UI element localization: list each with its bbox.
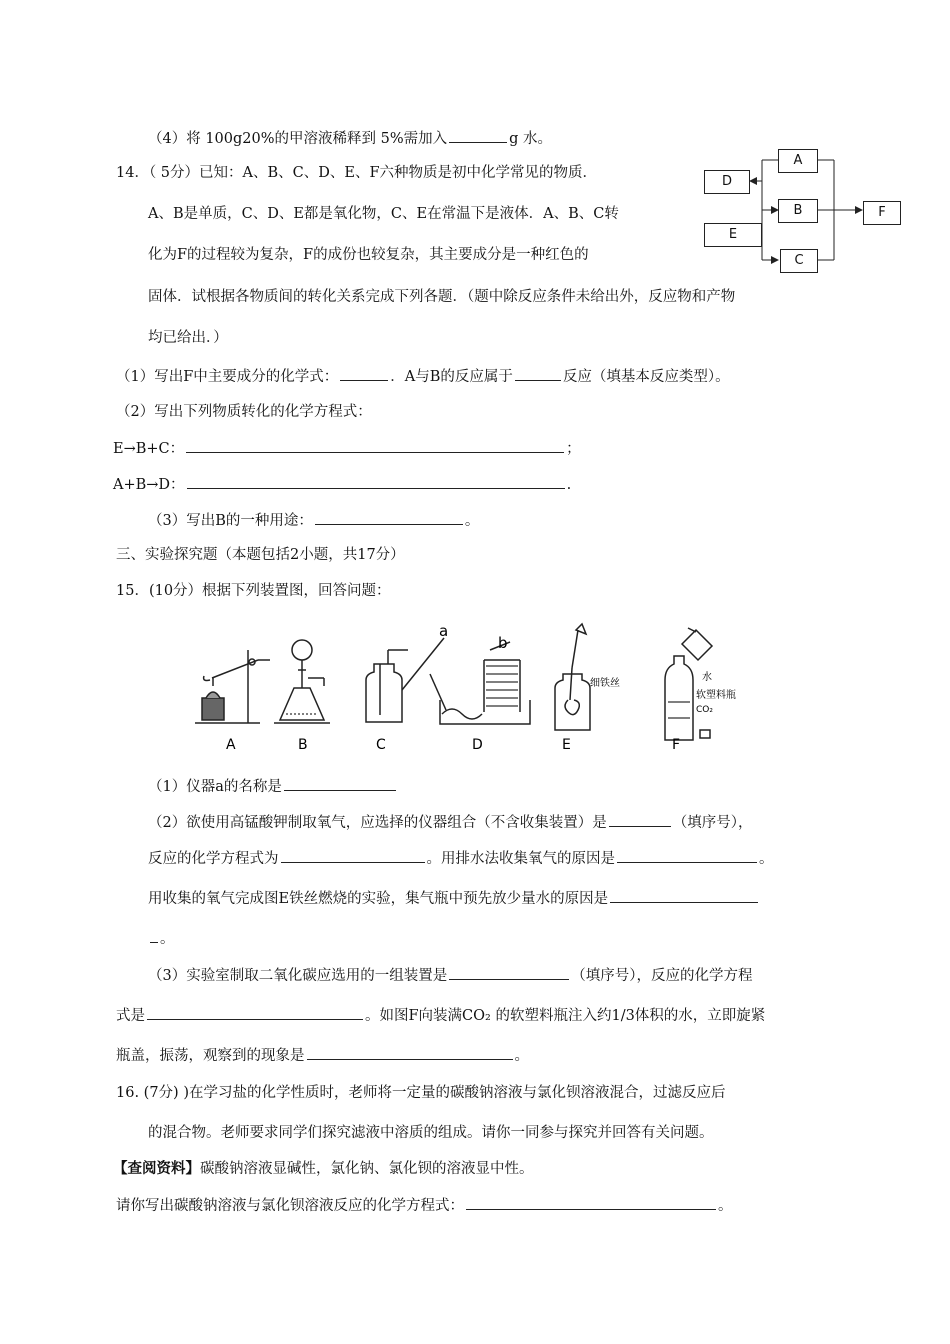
answer-blank[interactable] [315, 510, 463, 525]
q14-sub1 [116, 366, 730, 387]
q15-title: 15．(10分）根据下列装置图，回答问题： [116, 583, 391, 599]
q15-s2b [148, 848, 774, 869]
answer-blank[interactable] [340, 366, 388, 381]
label-b: B [298, 737, 308, 753]
q15-s2c [148, 888, 760, 909]
label-f: F [672, 737, 681, 753]
q16-line-4-end: 。 [718, 1198, 733, 1214]
q15-s3b-a: 式是 [116, 1008, 145, 1024]
bottle-note: 软塑料瓶 [696, 690, 736, 701]
apparatus-e [555, 624, 590, 730]
label-d: D [472, 737, 483, 753]
answer-blank[interactable] [186, 438, 564, 453]
q14-eq1-label: E→B+C： [113, 441, 185, 457]
answer-blank[interactable] [449, 965, 569, 980]
q16-line-4 [116, 1195, 733, 1216]
answer-blank[interactable] [610, 888, 758, 903]
answer-blank[interactable] [449, 128, 507, 143]
q15-s3b [116, 1005, 765, 1026]
water-note: 水 [702, 672, 712, 683]
iron-wire-note: 细铁丝 [590, 678, 620, 689]
callout-a: a [439, 622, 449, 640]
answer-blank[interactable] [187, 474, 565, 489]
q15-s2b-a: 反应的化学方程式为 [148, 851, 279, 867]
q14-sub2: （2）写出下列物质转化的化学方程式： [116, 404, 372, 420]
q15-s1-text: （1）仪器a的名称是 [148, 779, 282, 795]
co2-note: CO₂ [696, 705, 713, 715]
apparatus-b [274, 640, 330, 723]
q15-s3c-a: 瓶盖，振荡，观察到的现象是 [116, 1048, 305, 1064]
node-a: A [778, 149, 818, 173]
q15-s2d [148, 928, 175, 949]
section-heading: 三、实验探究题（本题包括2小题，共17分） [116, 547, 405, 563]
answer-blank[interactable] [281, 848, 425, 863]
q15-s2a [148, 812, 752, 833]
answer-blank[interactable] [466, 1195, 716, 1210]
answer-blank[interactable] [284, 776, 396, 791]
q14-eq1 [113, 438, 581, 459]
q15-s2d-end: 。 [160, 931, 175, 947]
q15-s3a [148, 965, 752, 986]
answer-blank[interactable] [147, 1005, 363, 1020]
q13-4-suffix: g 水。 [509, 131, 553, 147]
q14-sub1-a: （1）写出F中主要成分的化学式： [116, 369, 339, 385]
answer-blank[interactable] [307, 1045, 513, 1060]
q14-sub3 [148, 510, 479, 531]
q15-s3c [116, 1045, 529, 1066]
q15-s3a-a: （3）实验室制取二氧化碳应选用的一组装置是 [148, 968, 448, 984]
q15-s2a-b: （填序号）， [672, 815, 753, 831]
answer-blank[interactable] [617, 848, 757, 863]
apparatus-d [430, 642, 530, 724]
q14-eq2 [113, 474, 571, 495]
answer-blank[interactable] [609, 812, 671, 827]
node-b: B [778, 199, 818, 223]
label-c: C [376, 737, 386, 753]
q16-line-4-text: 请你写出碳酸钠溶液与氯化钡溶液反应的化学方程式： [116, 1198, 464, 1214]
q15-s2c-text: 用收集的氧气完成图E铁丝燃烧的实验，集气瓶中预先放少量水的原因是 [148, 891, 609, 907]
q15-s3a-b: （填序号），反应的化学方程 [571, 968, 753, 984]
apparatus-f [665, 628, 712, 740]
answer-blank[interactable] [150, 928, 158, 943]
label-a: A [226, 737, 236, 753]
q14-sub1-b: ．A与B的反应属于 [390, 369, 513, 385]
q13-part4 [148, 128, 552, 149]
node-f: F [863, 201, 901, 225]
q15-s2b-b: 。用排水法收集氧气的原因是 [426, 851, 615, 867]
q14-eq2-end: . [566, 477, 572, 493]
q15-s2a-a: （2）欲使用高锰酸钾制取氧气，应选择的仪器组合（不含收集装置）是 [148, 815, 607, 831]
q16-line-2: 的混合物。老师要求同学们探究滤液中溶质的组成。请你一同参与探究并回答有关问题。 [148, 1125, 714, 1141]
q16-line-3 [113, 1159, 534, 1179]
node-c: C [780, 249, 818, 273]
answer-blank[interactable] [515, 366, 561, 381]
q14-eq2-label: A+B→D： [113, 477, 185, 493]
q14-line-2: A、B是单质，C、D、E都是氧化物，C、E在常温下是液体．A、B、C转 [148, 206, 619, 222]
q14-line-1: 14．（ 5分）已知：A、B、C、D、E、F六种物质是初中化学常见的物质． [116, 165, 598, 181]
q15-s3b-b: 。如图F向装满CO₂ 的软塑料瓶注入约1/3体积的水，立即旋紧 [365, 1008, 766, 1024]
callout-b: b [498, 634, 508, 652]
apparatus-drawing [190, 620, 736, 755]
relation-diagram [700, 148, 905, 278]
q14-eq1-end: ； [566, 441, 581, 457]
q15-s2b-c: 。 [759, 851, 774, 867]
reference-heading: 【查阅资料】 [113, 1160, 200, 1177]
q14-line-5: 均已给出．） [148, 330, 228, 346]
label-e: E [562, 737, 571, 753]
node-e: E [704, 223, 762, 247]
q14-sub3-b: 。 [464, 513, 480, 529]
q14-sub3-a: （3）写出B的一种用途： [148, 513, 313, 529]
q14-line-3: 化为F的过程较为复杂，F的成份也较复杂，其主要成分是一种红色的 [148, 247, 589, 263]
node-d: D [704, 170, 750, 194]
q16-line-1: 16. (7分) )在学习盐的化学性质时，老师将一定量的碳酸钠溶液与氯化钡溶液混合，过滤反应后 [116, 1085, 726, 1101]
reference-text: 碳酸钠溶液显碱性，氯化钠、氯化钡的溶液显中性。 [200, 1161, 534, 1177]
q15-s3c-b: 。 [514, 1048, 529, 1064]
q15-s1 [148, 776, 398, 797]
q13-4-prefix: （4）将 100g20%的甲溶液稀释到 5%需加入 [148, 131, 448, 147]
q14-sub1-c: 反应（填基本反应类型）。 [562, 369, 730, 385]
apparatus-figure [190, 620, 736, 755]
q14-line-4: 固体．试根据各物质间的转化关系完成下列各题．（题中除反应条件未给出外，反应物和产物 [148, 289, 736, 305]
apparatus-a [195, 650, 270, 723]
